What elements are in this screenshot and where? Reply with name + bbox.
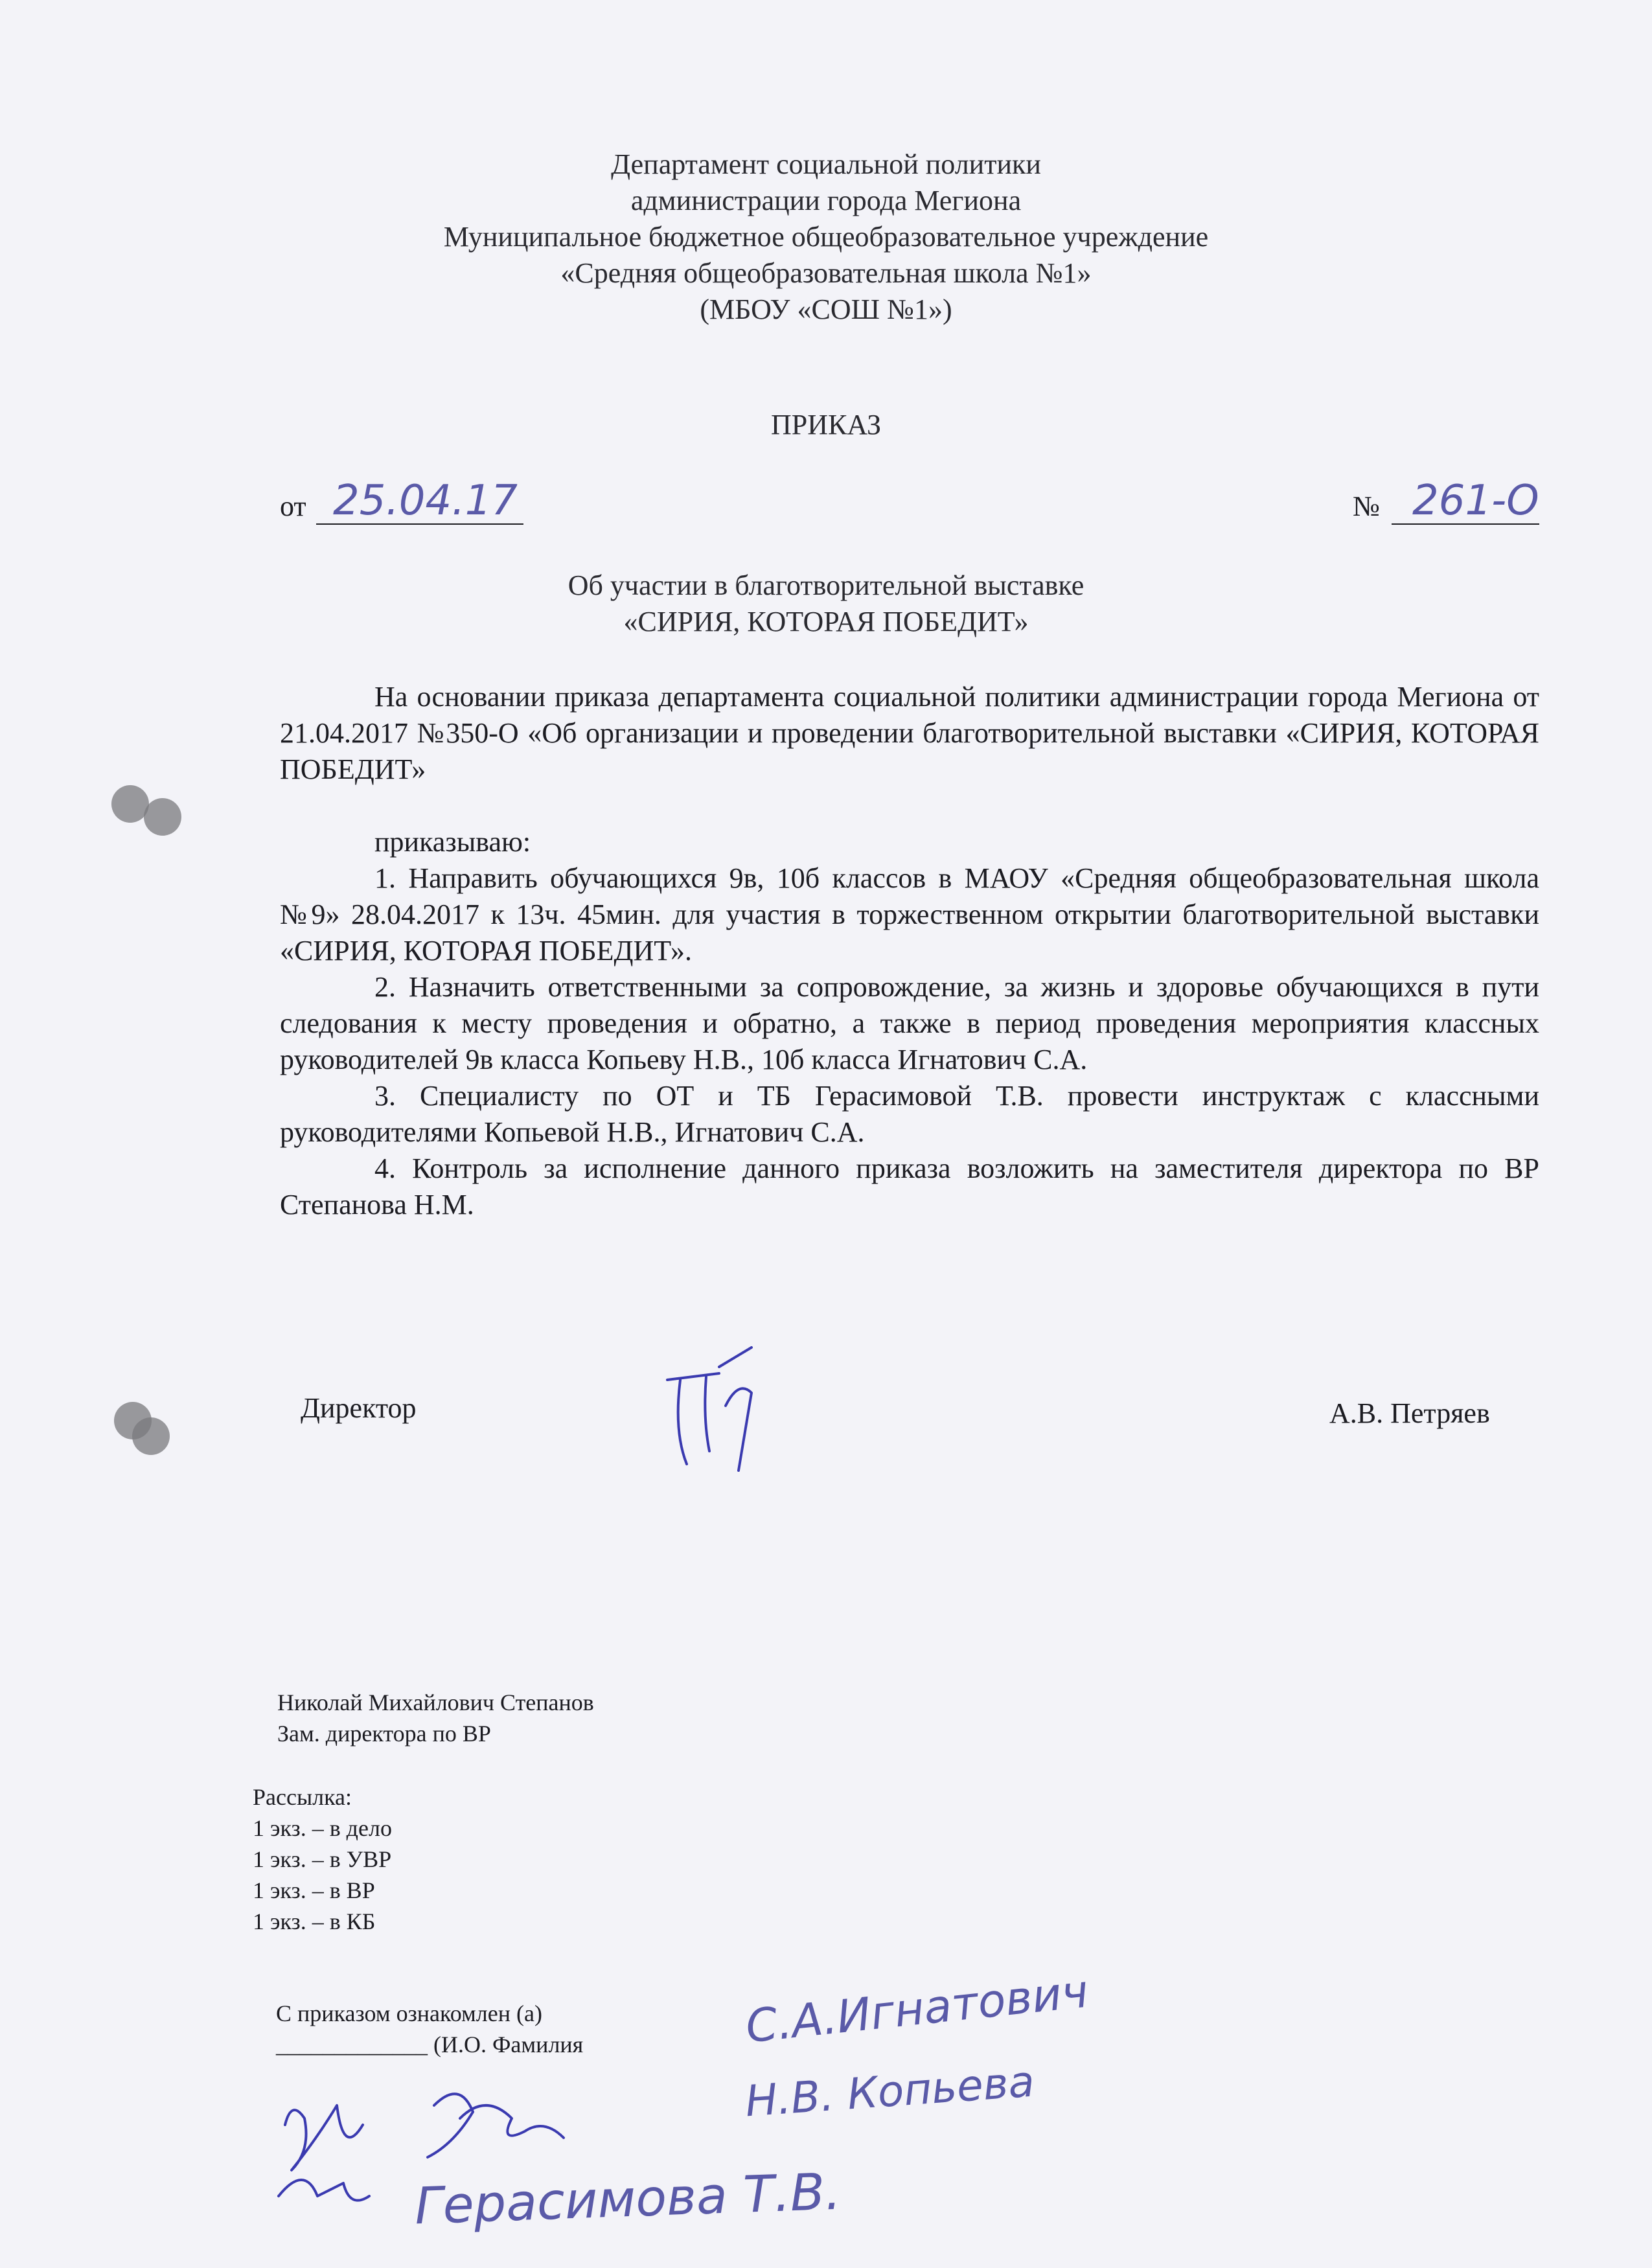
distribution-item: 1 экз. – в ВР <box>253 1877 375 1903</box>
order-item-1: 1. Направить обучающихся 9в, 10б классов в МАОУ «Средняя общеобразовательная школа №9» 28.04.2017 к 13ч. 45мин. для участия в торжественном открытии благотворительной выставки «СИРИЯ, КОТОРАЯ ПОБЕДИТ». <box>280 862 1539 967</box>
distribution-item: 1 экз. – в КБ <box>253 1908 376 1934</box>
distribution-title: Рассылка: <box>253 1784 352 1810</box>
ack-signature-gerasimova: Герасимова Т.В. <box>413 2162 842 2236</box>
director-signature <box>654 1341 784 1483</box>
signer-name: А.В. Петряев <box>1329 1397 1490 1429</box>
ack-signature-kopyeva: Н.В. Копьева <box>743 2056 1037 2127</box>
signer-position: Директор <box>301 1392 417 1424</box>
header-administration: администрации города Мегиона <box>630 185 1022 216</box>
order-item-2: 2. Назначить ответственными за сопровождение, за жизнь и здоровье обучающихся в пути следования к месту проведения и обратно, а также в период проведения мероприятия классных руководителей 9в класса Копьеву Н.В., 10б класса Игнатович С.А. <box>280 971 1539 1075</box>
header-institution: Муниципальное бюджетное общеобразовательное учреждение <box>443 221 1209 253</box>
date-label: от <box>280 490 306 522</box>
order-item-3: 3. Специалисту по ОТ и ТБ Герасимовой Т.В. провести инструктаж с классными руководителями Копьевой Н.В., Игнатович С.А. <box>280 1080 1539 1148</box>
distribution-item: 1 экз. – в дело <box>253 1815 392 1841</box>
order-title: ПРИКАЗ <box>770 409 882 441</box>
executor-position: Зам. директора по ВР <box>277 1721 491 1747</box>
date-handwritten: 25.04.17 <box>333 477 518 525</box>
punch-hole <box>132 1417 170 1455</box>
number-label: № <box>1353 490 1380 522</box>
ack-label: С приказом ознакомлен (а) <box>276 2000 542 2026</box>
header-department: Департамент социальной политики <box>611 148 1041 180</box>
header-school-name: «Средняя общеобразовательная школа №1» <box>560 257 1092 289</box>
order-item-4: 4. Контроль за исполнение данного приказа возложить на заместителя директора по ВР Степанова Н.М. <box>280 1152 1539 1220</box>
header-school-abbr: (МБОУ «СОШ №1») <box>700 293 952 325</box>
order-word: приказываю: <box>374 826 531 858</box>
order-body <box>280 679 1539 788</box>
distribution-item: 1 экз. – в УВР <box>253 1846 392 1872</box>
order-items <box>280 824 1539 1223</box>
executor-name: Николай Михайлович Степанов <box>277 1690 594 1715</box>
number-handwritten: 261-О <box>1412 477 1539 525</box>
punch-hole <box>144 798 181 836</box>
ack-signature-ignatovich: С.А.Игнатович <box>743 1964 1091 2054</box>
subject-line1: Об участии в благотворительной выставке <box>568 569 1084 601</box>
ack-line: _____________ (И.О. Фамилия <box>276 2032 584 2057</box>
preamble: На основании приказа департамента социальной политики администрации города Мегиона от 21.04.2017 №350-О «Об организации и проведении благотворительной выставки «СИРИЯ, КОТОРАЯ ПОБЕДИТ» <box>280 681 1539 785</box>
subject-line2: «СИРИЯ, КОТОРАЯ ПОБЕДИТ» <box>623 606 1029 637</box>
ack-signature-scribbles <box>266 2067 628 2222</box>
